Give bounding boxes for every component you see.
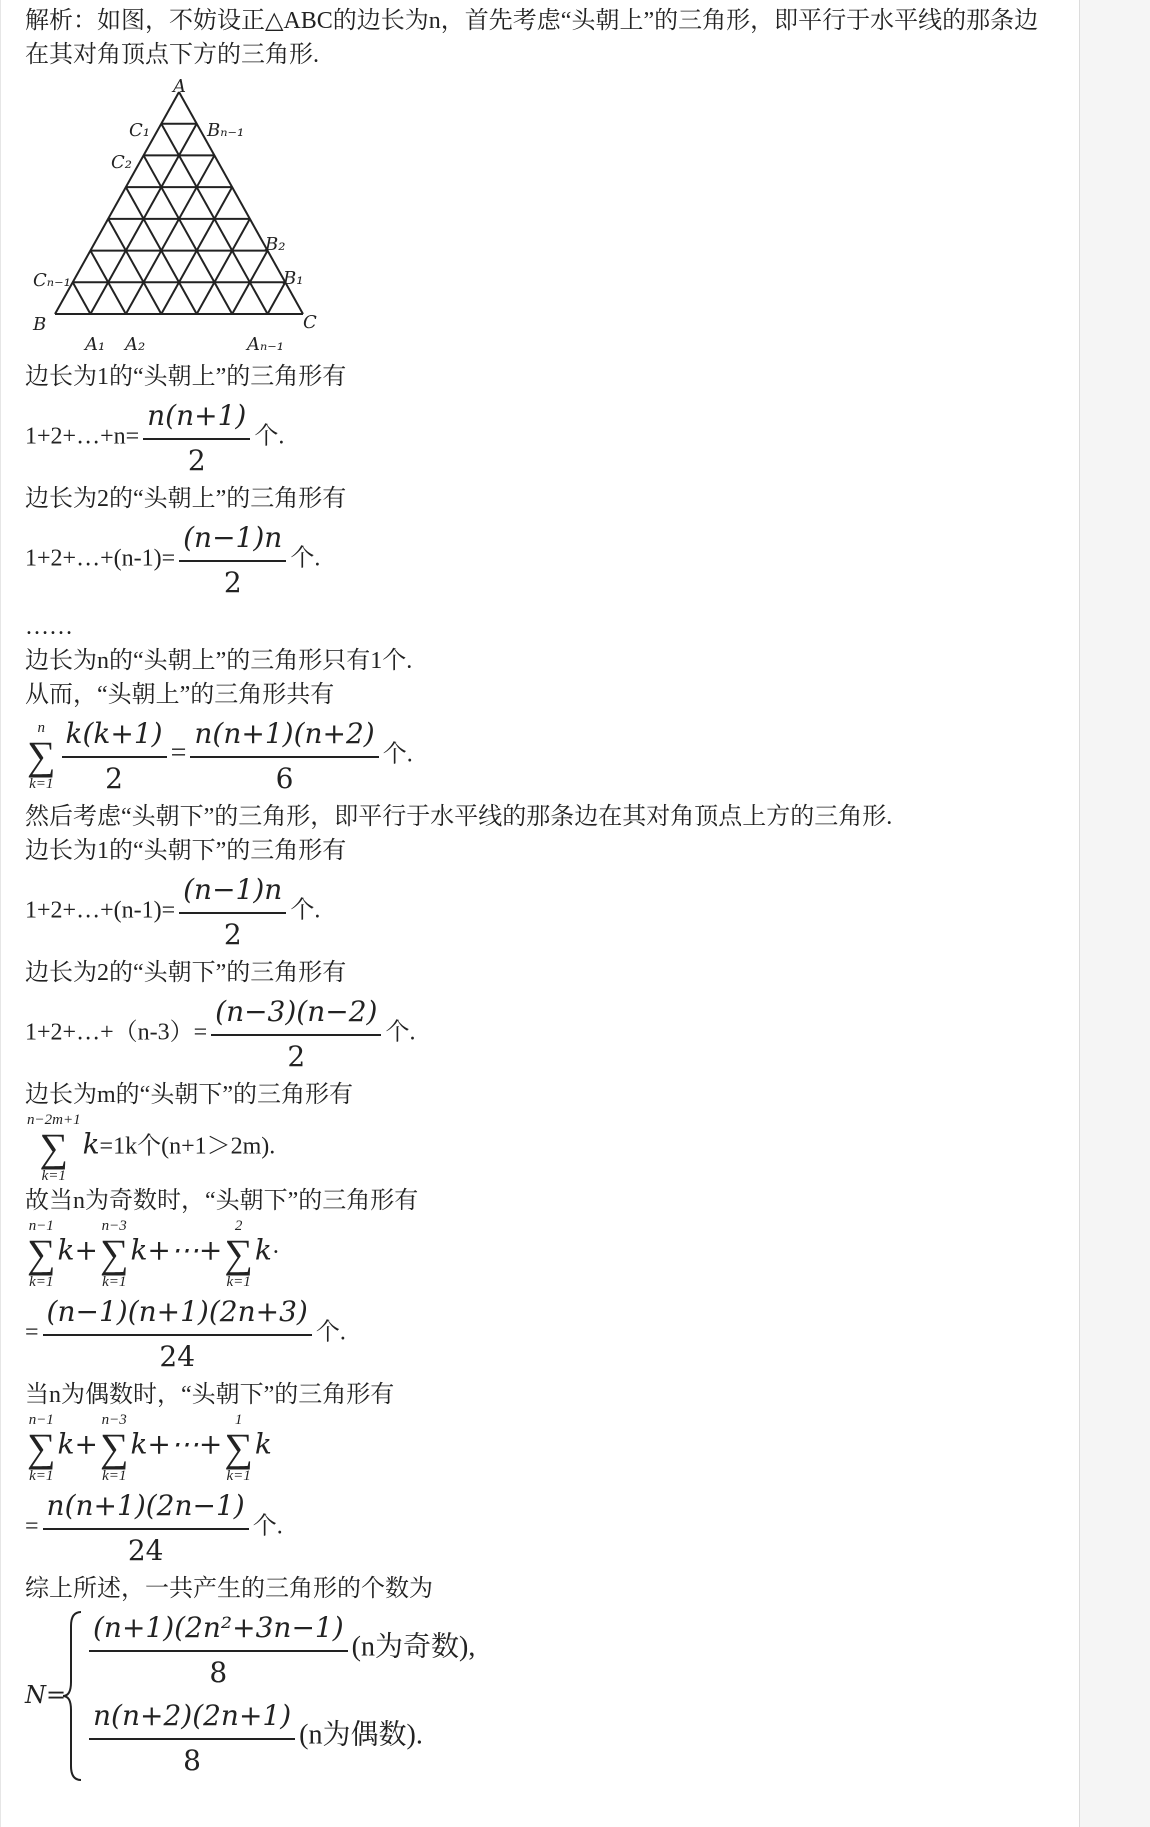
- label-c2: C₂: [111, 152, 132, 173]
- uptotal-num1: k(k+1): [62, 712, 167, 758]
- uptotal-text: 从而，“头朝上”的三角形共有: [25, 682, 335, 708]
- label-b2: B₂: [265, 234, 286, 255]
- even-eq: =: [25, 1513, 39, 1540]
- up1-numerator: n(n+1): [143, 394, 250, 440]
- label-cn1: Cₙ₋₁: [33, 270, 71, 291]
- up1-fraction: [143, 394, 250, 482]
- sigma-symbol: ∑: [224, 1425, 253, 1470]
- down2-formula: [25, 990, 1065, 1078]
- even-sum-formula: [25, 1412, 1065, 1484]
- odd-result-formula: [25, 1290, 1065, 1378]
- case2-numerator: n(n+2)(2n+1): [89, 1694, 295, 1740]
- up2-expr: 1+2+…+(n-1)=: [25, 545, 176, 572]
- upn-text: 边长为n的“头朝上”的三角形只有1个.: [25, 648, 413, 674]
- uptotal-sum: [27, 720, 56, 792]
- up1-suffix: 个.: [254, 423, 285, 450]
- down1-expr: 1+2+…+(n-1)=: [25, 897, 176, 924]
- even-sum3-sup: 1: [234, 1412, 243, 1428]
- grid-line-right-parallel: [55, 92, 179, 314]
- even-sum2-sup: n−3: [101, 1412, 127, 1428]
- down1-fraction: [179, 868, 286, 956]
- even-sum3-sub: k=1: [226, 1468, 251, 1484]
- sigma-symbol: ∑: [99, 1425, 129, 1470]
- down2-numerator: (n−3)(n−2): [211, 990, 381, 1036]
- case1-numerator: (n+1)(2n²+3n−1): [89, 1606, 348, 1652]
- sigma-symbol: ∑: [99, 1231, 129, 1276]
- even-sum3: [224, 1412, 253, 1484]
- sigma-symbol: ∑: [27, 733, 56, 778]
- uptotal-sum-sub: k=1: [29, 776, 54, 792]
- downm-term: k: [82, 1127, 100, 1161]
- down2-expr: 1+2+…+（n-3）=: [25, 1019, 208, 1046]
- summary-case1: [85, 1606, 475, 1694]
- label-bn1: Bₙ₋₁: [207, 120, 245, 141]
- odd-denominator: 24: [159, 1340, 196, 1373]
- odd-sum2: [100, 1218, 129, 1290]
- down2-text: 边长为2的“头朝下”的三角形有: [25, 960, 347, 986]
- grid-line-right-parallel: [126, 155, 215, 314]
- case1-denominator: 8: [209, 1656, 228, 1689]
- down1-numerator: (n−1)n: [179, 868, 286, 914]
- even-numerator: n(n+1)(2n−1): [43, 1484, 249, 1530]
- sigma-symbol: ∑: [27, 1425, 56, 1470]
- downm-text: 边长为m的“头朝下”的三角形有: [25, 1082, 353, 1108]
- odd-sum3-sup: 2: [234, 1218, 243, 1234]
- up2-formula: [25, 516, 1065, 604]
- uptotal-den1: 2: [105, 762, 123, 795]
- up1-denominator: 2: [187, 444, 206, 477]
- even-sum1-sub: k=1: [29, 1468, 54, 1484]
- sigma-symbol: ∑: [39, 1125, 69, 1170]
- even-suffix: 个.: [252, 1513, 283, 1540]
- up2-suffix: 个.: [290, 545, 321, 572]
- label-a: A: [173, 76, 186, 97]
- even-sum2-sub: k=1: [102, 1468, 127, 1484]
- down1-suffix: 个.: [290, 897, 321, 924]
- label-c: C: [303, 312, 317, 333]
- label-an1: Aₙ₋₁: [247, 334, 285, 355]
- odd-sum1: [27, 1218, 56, 1290]
- even-sum1: [27, 1412, 56, 1484]
- intro-text: 解析：如图，不妨设正△ABC的边长为n，首先考虑“头朝上”的三角形，即平行于水平线的那条边在其对角顶点下方的三角形.: [25, 8, 1039, 68]
- odd-eq: =: [25, 1319, 39, 1346]
- odd-sum1-sub: k=1: [29, 1274, 54, 1290]
- label-a2: A₂: [125, 334, 146, 355]
- even-fraction: [43, 1484, 249, 1572]
- uptotal-fraction2: [190, 712, 378, 800]
- down2-denominator: 2: [287, 1040, 306, 1073]
- left-brace-icon: [61, 1610, 85, 1782]
- odd-sum3: [224, 1218, 253, 1290]
- up1-formula: [25, 394, 1065, 482]
- even-term2: k+⋯+: [130, 1427, 223, 1461]
- up2-numerator: (n−1)n: [179, 516, 286, 562]
- even-sum2: [100, 1412, 129, 1484]
- odd-suffix: 个.: [315, 1319, 346, 1346]
- triangle-grid-diagram: [25, 76, 325, 354]
- uptotal-num2: n(n+1)(n+2): [190, 712, 378, 758]
- sigma-symbol: ∑: [224, 1231, 253, 1276]
- even-term3: k: [254, 1427, 272, 1461]
- uptotal-sum-sup: n: [37, 720, 45, 736]
- odd-sum1-sup: n−1: [28, 1218, 54, 1234]
- downm-sum: [27, 1112, 81, 1184]
- downm-sum-sup: n−2m+1: [27, 1112, 81, 1128]
- uptotal-eq: =: [170, 737, 187, 769]
- down2-fraction: [211, 990, 381, 1078]
- up1-text: 边长为1的“头朝上”的三角形有: [25, 364, 347, 390]
- uptotal-den2: 6: [275, 762, 294, 795]
- even-result-formula: [25, 1484, 1065, 1572]
- down1-text: 边长为1的“头朝下”的三角形有: [25, 838, 347, 864]
- summary-text: 综上所述，一共产生的三角形的个数为: [25, 1576, 433, 1602]
- downm-formula: [25, 1112, 1065, 1184]
- odd-term1: k+: [57, 1233, 98, 1267]
- label-b: B: [33, 314, 47, 335]
- uptotal-suffix: 个.: [382, 741, 413, 768]
- case2-condition: (n为偶数).: [299, 1719, 423, 1751]
- downm-suffix: =1k个(n+1＞2m).: [99, 1133, 276, 1160]
- label-b1: B₁: [283, 268, 304, 289]
- ellipsis: ……: [25, 614, 73, 640]
- even-term1: k+: [57, 1427, 98, 1461]
- odd-text: 故当n为奇数时，“头朝下”的三角形有: [25, 1188, 419, 1214]
- odd-fraction: [43, 1290, 312, 1378]
- odd-tail: ·: [271, 1239, 280, 1266]
- down1-denominator: 2: [223, 918, 242, 951]
- label-a1: A₁: [85, 334, 106, 355]
- summary-lhs: N=: [25, 1681, 67, 1709]
- even-denominator: 24: [127, 1534, 164, 1567]
- down1-formula: [25, 868, 1065, 956]
- down2-suffix: 个.: [385, 1019, 416, 1046]
- odd-term2: k+⋯+: [130, 1233, 223, 1267]
- uptotal-formula: [25, 712, 1065, 800]
- grid-line-left-parallel: [144, 155, 233, 314]
- up2-fraction: [179, 516, 286, 604]
- even-sum1-sup: n−1: [28, 1412, 54, 1428]
- case1-fraction: [89, 1606, 348, 1694]
- up2-denominator: 2: [223, 566, 242, 599]
- odd-sum2-sub: k=1: [102, 1274, 127, 1290]
- summary-formula: [25, 1606, 1065, 1786]
- up2-text: 边长为2的“头朝上”的三角形有: [25, 486, 347, 512]
- sigma-symbol: ∑: [27, 1231, 56, 1276]
- odd-sum2-sup: n−3: [101, 1218, 127, 1234]
- solution-content: [25, 4, 1065, 1786]
- grid-line-left-parallel: [73, 282, 91, 314]
- label-c1: C₁: [129, 120, 150, 141]
- triangle-figure: [25, 76, 325, 354]
- uptotal-fraction1: [62, 712, 167, 800]
- case1-condition: (n为奇数),: [351, 1631, 476, 1663]
- up1-expr: 1+2+…+n=: [25, 423, 140, 450]
- even-text: 当n为偶数时，“头朝下”的三角形有: [25, 1382, 395, 1408]
- case2-denominator: 8: [183, 1744, 201, 1777]
- case2-fraction: [89, 1694, 295, 1782]
- odd-sum-formula: [25, 1218, 1065, 1290]
- odd-term3: k: [254, 1233, 272, 1267]
- downm-sum-sub: k=1: [41, 1168, 66, 1184]
- downintro-text: 然后考虑“头朝下”的三角形，即平行于水平线的那条边在其对角顶点上方的三角形.: [25, 804, 893, 830]
- summary-case2: [85, 1694, 423, 1782]
- odd-numerator: (n−1)(n+1)(2n+3): [43, 1290, 312, 1336]
- odd-sum3-sub: k=1: [226, 1274, 251, 1290]
